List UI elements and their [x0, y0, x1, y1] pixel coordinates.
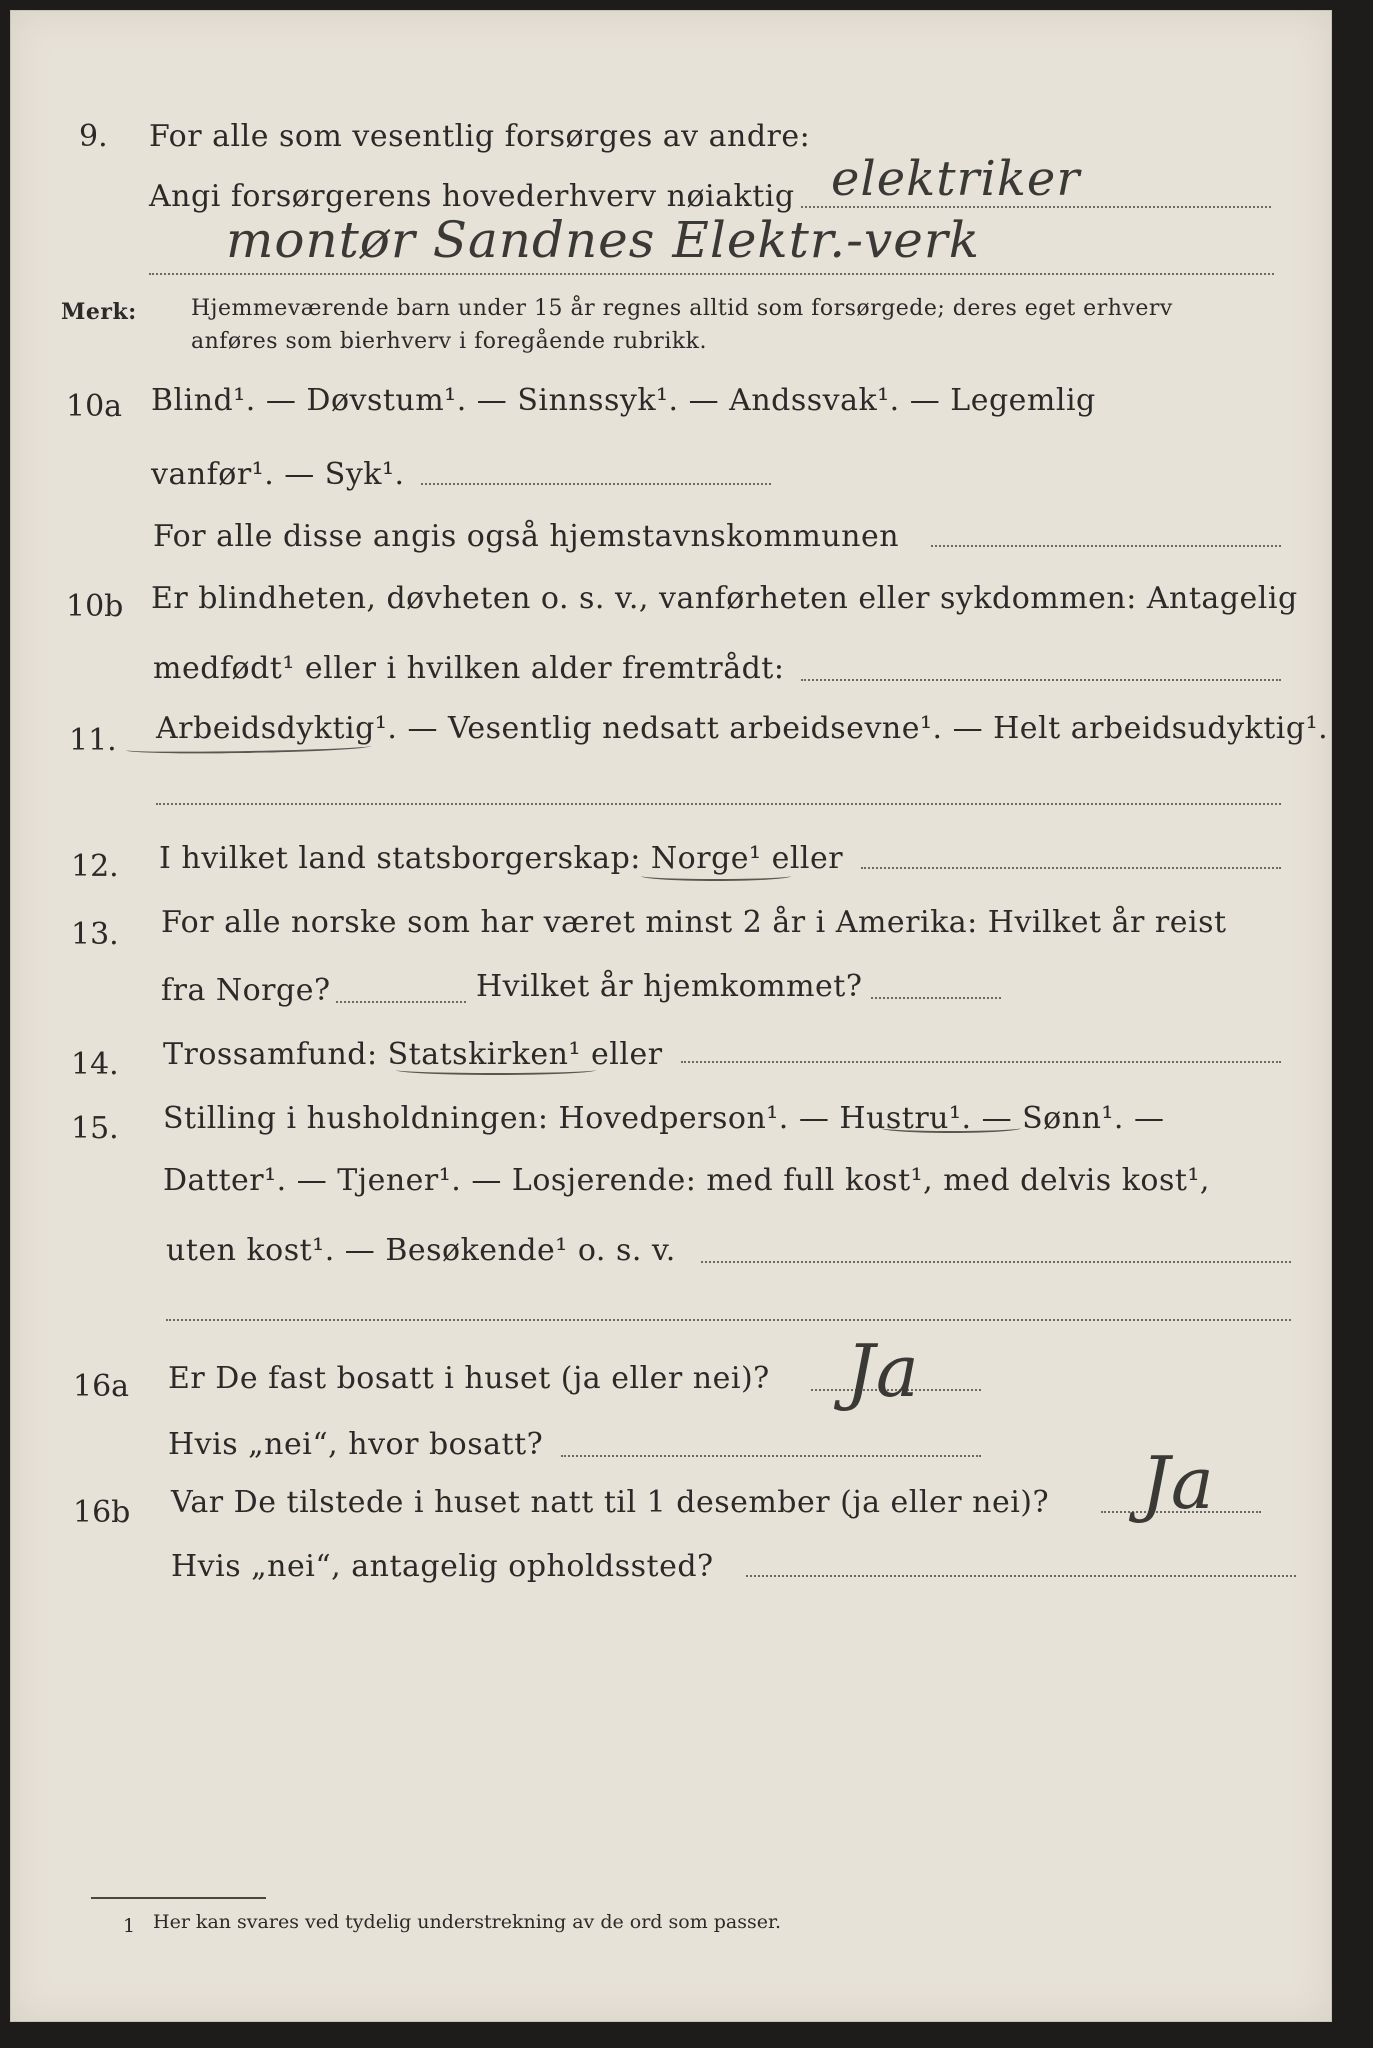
q16b-line1: Var De tilstede i huset natt til 1 desember (ja eller nei)?: [171, 1485, 1050, 1520]
q15-number: 15.: [71, 1111, 119, 1146]
q14-number: 14.: [71, 1047, 119, 1082]
q16b-line2: Hvis „nei“, antagelig opholdssted?: [171, 1549, 714, 1584]
q12-answer-line: [861, 867, 1281, 869]
q12-number: 12.: [71, 849, 119, 884]
census-form-page: [10, 10, 1332, 2022]
q10a-number: 10a: [66, 389, 123, 424]
q10a-hjemstavn-line: [931, 545, 1281, 547]
q15-line1: Stilling i husholdningen: Hovedperson¹. — Hustru¹. — Sønn¹. —: [163, 1101, 1165, 1136]
q15-line3: uten kost¹. — Besøkende¹ o. s. v.: [166, 1233, 676, 1268]
q13-line2a: fra Norge?: [161, 973, 331, 1008]
q13-reist-line: [336, 1001, 466, 1003]
merk-label: Merk:: [61, 299, 137, 325]
q9-line1: For alle som vesentlig forsørges av andre:: [149, 119, 811, 154]
q14-answer-line: [681, 1061, 1281, 1063]
q12-line1: I hvilket land statsborgerskap: Norge¹ eller: [159, 841, 844, 876]
q13-line1: For alle norske som har været minst 2 år i Amerika: Hvilket år reist: [161, 905, 1227, 940]
q10b-number: 10b: [66, 589, 124, 624]
q16b-opholdssted-line: [746, 1575, 1296, 1577]
q10b-line1: Er blindheten, døvheten o. s. v., vanførheten eller sykdommen: Antagelig: [151, 581, 1298, 616]
q16a-bosatt-line: [561, 1455, 981, 1457]
q12-norge-underline: [641, 871, 791, 881]
q10b-answer-line: [801, 679, 1281, 681]
q15-answer-line: [701, 1261, 1291, 1263]
footnote-text: Her kan svares ved tydelig understrekning av de ord som passer.: [153, 1911, 782, 1933]
q11-answer-line: [156, 803, 1281, 805]
q16a-handwritten-answer: Ja: [846, 1329, 920, 1413]
q11-line1: Arbeidsdyktig¹. — Vesentlig nedsatt arbeidsevne¹. — Helt arbeidsudyktig¹.: [156, 711, 1329, 746]
merk-line1: Hjemmeværende barn under 15 år regnes alltid som forsørgede; deres eget erhverv: [191, 296, 1173, 321]
q14-statskirken-underline: [396, 1065, 596, 1075]
q15-hustru-underline: [881, 1123, 1021, 1133]
q16a-line1: Er De fast bosatt i huset (ja eller nei)?: [168, 1361, 770, 1396]
q15-extra-line: [166, 1319, 1291, 1321]
q10a-syk-line: [421, 483, 771, 485]
merk-line2: anføres som bierhverv i foregående rubrikk.: [191, 329, 708, 354]
q9-line2: Angi forsørgerens hovederhverv nøiaktig: [149, 179, 795, 214]
q9-handwritten-answer-b: montør Sandnes Elektr.-verk: [226, 211, 981, 269]
q10a-line1: Blind¹. — Døvstum¹. — Sinnssyk¹. — Andssvak¹. — Legemlig: [151, 383, 1096, 418]
q9-answer-line-2: [149, 273, 1274, 275]
q9-number: 9.: [79, 119, 108, 154]
q16b-handwritten-answer: Ja: [1141, 1441, 1215, 1525]
q15-line2: Datter¹. — Tjener¹. — Losjerende: med full kost¹, med delvis kost¹,: [163, 1163, 1210, 1198]
q16a-number: 16a: [73, 1369, 130, 1404]
q16a-line2: Hvis „nei“, hvor bosatt?: [168, 1427, 544, 1462]
q9-handwritten-answer-a: elektriker: [831, 151, 1081, 207]
q10b-line2: medfødt¹ eller i hvilken alder fremtrådt:: [153, 651, 785, 686]
q14-line1: Trossamfund: Statskirken¹ eller: [163, 1037, 663, 1072]
q13-number: 13.: [71, 917, 119, 952]
q10a-line2: vanfør¹. — Syk¹.: [151, 457, 405, 492]
footnote-rule: [91, 1897, 266, 1899]
q10a-line3: For alle disse angis også hjemstavnskommunen: [153, 519, 900, 554]
q11-number: 11.: [69, 723, 117, 758]
q16b-number: 16b: [73, 1495, 131, 1530]
q13-hjemkommet-line: [871, 997, 1001, 999]
footnote-mark: 1: [123, 1915, 136, 1937]
q13-line2b: Hvilket år hjemkommet?: [476, 969, 863, 1004]
